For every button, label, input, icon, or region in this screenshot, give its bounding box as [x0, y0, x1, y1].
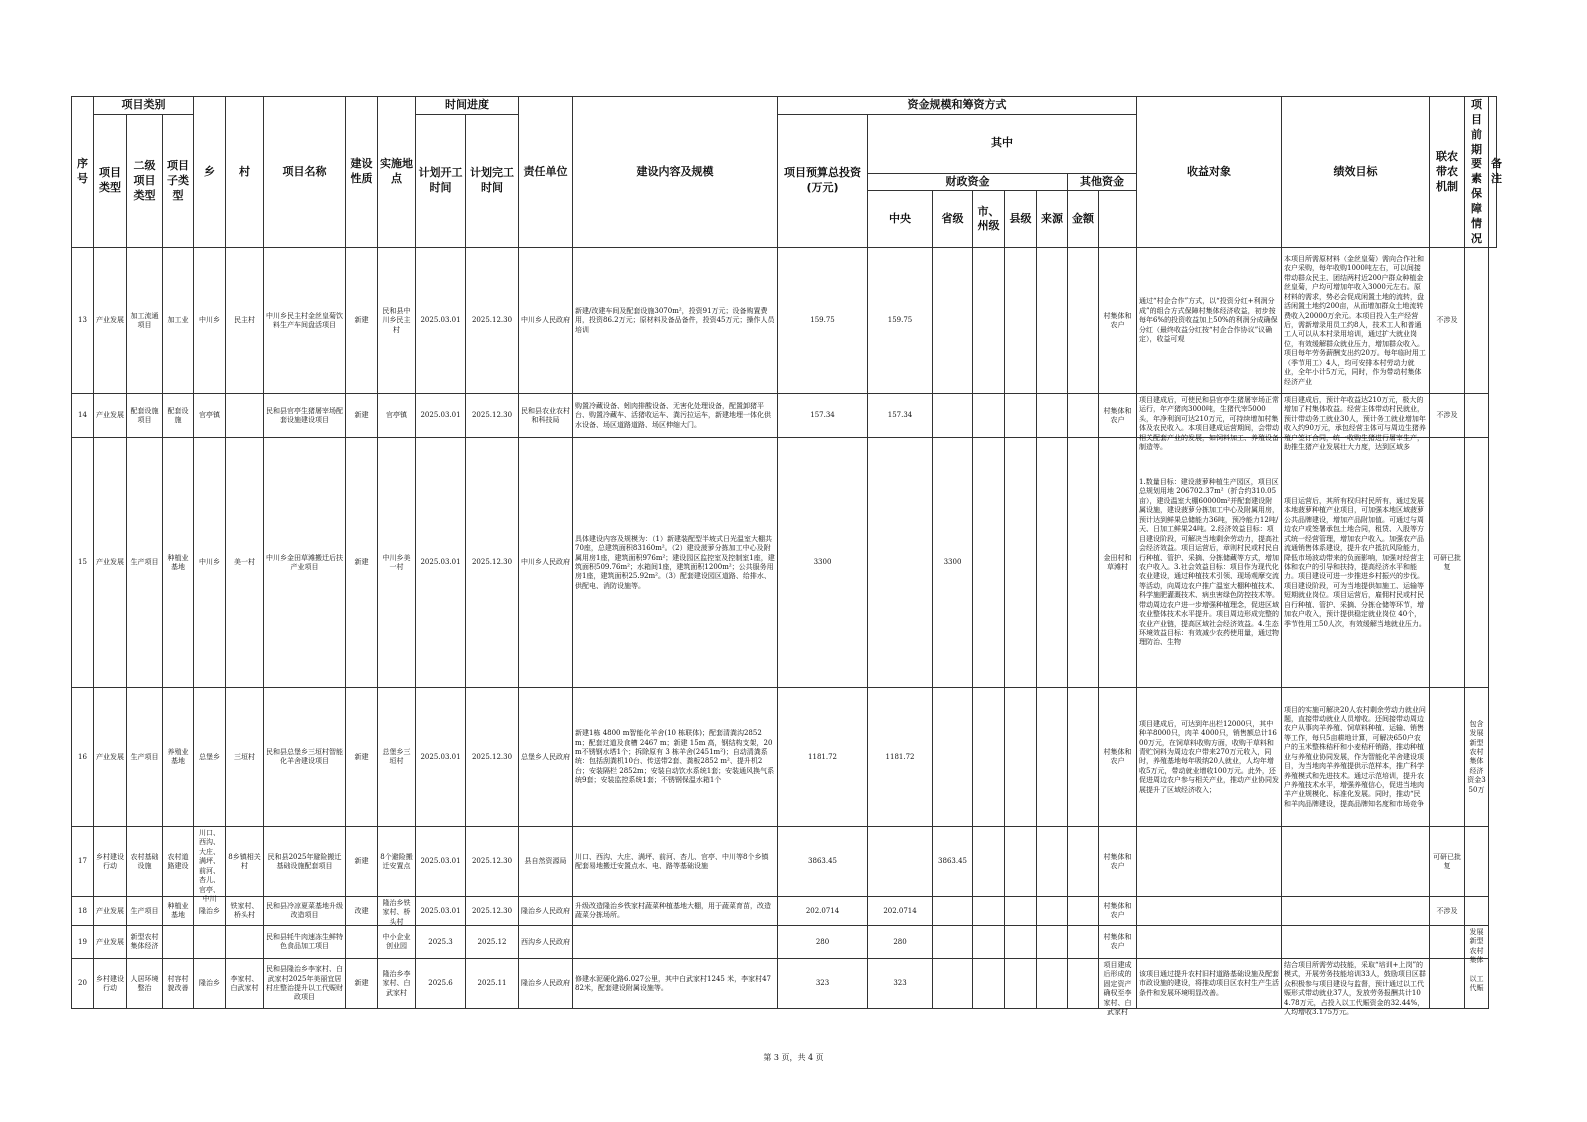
- cell-budget: 3300: [778, 438, 868, 688]
- cell-proj-type: 产业发展: [94, 926, 127, 959]
- cell-location: 民和县中川乡民主村: [378, 248, 416, 394]
- cell-county: [1005, 394, 1037, 438]
- cell-goals: [1137, 926, 1282, 959]
- cell-name: 民和县总堡乡三垣村智能化羊舍建设项目: [264, 688, 346, 827]
- cell-unit: 隆治乡人民政府: [519, 897, 573, 926]
- cell-content: 新建/改建车间及配套设施3070m²，投资91万元；设备购置费用，投资86.2万元；原材料及备品备件，投资45万元；操作人员培训: [573, 248, 778, 394]
- cell-proj-type: 产业发展: [94, 688, 127, 827]
- cell-level2: 配套设施项目: [127, 394, 163, 438]
- cell-township: [194, 926, 226, 959]
- cell-guarantee: [1430, 688, 1465, 827]
- cell-city: [973, 438, 1005, 688]
- cell-guarantee: [1430, 959, 1465, 1009]
- header-of-which: 其中: [868, 114, 1137, 173]
- cell-beneficiary: 村集体和农户: [1099, 248, 1137, 394]
- cell-start: 2025.03.01: [416, 897, 466, 926]
- cell-subtype: 种植业基地: [163, 438, 194, 688]
- cell-start: 2025.03.01: [416, 688, 466, 827]
- table-row: [72, 926, 1497, 959]
- cell-village: [226, 926, 264, 959]
- cell-content: 川口、西沟、大庄、满坪、前河、杏儿、官亭、中川等8个乡镇配套易地搬迁安置点水、电、路等基础设施: [573, 827, 778, 897]
- cell-village: 李家村、白武家村: [226, 959, 264, 1009]
- cell-goals: 项目建成后，可达到年出栏12000只，其中种羊8000只，肉羊 4000只，销售额总计1600万元，在饲草料收购方面，收购干草料和青贮饲料为周边农户带来270万元收入，同时，养殖基地每年吸纳20人就业，人均年增收5万元，带动就业增收100万元。此外，还促进周边农户参与相关产业，推动产业协同发展提升了区域经济收入；: [1137, 688, 1282, 827]
- cell-beneficiary: 金田村和草滩村: [1099, 438, 1137, 688]
- cell-linkage: [1282, 827, 1430, 897]
- cell-subtype: 种植业基地: [163, 897, 194, 926]
- header-start: 计划开工时间: [416, 114, 466, 248]
- cell-village: 美一村: [226, 438, 264, 688]
- cell-guarantee: 可研已批复: [1430, 438, 1465, 688]
- cell-province: [933, 959, 973, 1009]
- cell-village: 8乡镇相关村: [226, 827, 264, 897]
- cell-linkage: [1282, 897, 1430, 926]
- cell-seq: 19: [72, 926, 94, 959]
- cell-amount: [1068, 438, 1099, 688]
- cell-location: 中川乡美一村: [378, 438, 416, 688]
- cell-central: 159.75: [868, 248, 933, 394]
- header-level2: 二级项目类型: [127, 114, 163, 248]
- cell-seq: 17: [72, 827, 94, 897]
- cell-township: 隆治乡: [194, 959, 226, 1009]
- cell-beneficiary: 项目建成后形成的固定资产确权至李家村、白武家村: [1099, 959, 1137, 1009]
- cell-remarks: [1465, 438, 1489, 688]
- cell-township: 川口、西沟、大庄、满坪、前河、杏儿、官亭、中川: [194, 827, 226, 897]
- cell-goals: 项目建成后，可使民和县官亭生猪屠宰场正常运行，年产猪肉3000吨，生猪代宰5000头，年净利润可达210万元，可持续增加村集体及农民收入。本项目建成运营期间，会带动相关配套产业的发展，如饲料加工、养殖设备制造等。: [1137, 394, 1282, 438]
- cell-proj-type: 乡村建设行动: [94, 827, 127, 897]
- cell-remarks: 包含发展新型农村集体经济资金350万: [1465, 688, 1489, 827]
- cell-name: 民和县牦牛肉速冻生鲜特色食品加工项目: [264, 926, 346, 959]
- cell-province: [933, 248, 973, 394]
- cell-subtype: 农村道路建设: [163, 827, 194, 897]
- cell-central: 280: [868, 926, 933, 959]
- cell-township: 中川乡: [194, 248, 226, 394]
- cell-amount: [1068, 688, 1099, 827]
- cell-nature: 新建: [346, 248, 378, 394]
- cell-proj-type: 产业发展: [94, 897, 127, 926]
- cell-source: [1037, 688, 1068, 827]
- cell-guarantee: 不涉及: [1430, 248, 1465, 394]
- cell-nature: 新建: [346, 438, 378, 688]
- table-row: [72, 438, 1497, 688]
- cell-source: [1037, 438, 1068, 688]
- cell-village: [226, 394, 264, 438]
- cell-source: [1037, 926, 1068, 959]
- cell-province: 3863.45: [933, 827, 973, 897]
- header-end: 计划完工时间: [466, 114, 519, 248]
- cell-start: 2025.3: [416, 926, 466, 959]
- cell-remarks: [1465, 248, 1489, 394]
- cell-seq: 20: [72, 959, 94, 1009]
- cell-county: [1005, 926, 1037, 959]
- cell-content: 购置冷藏设备、蚓肉排酸设备、无害化处理设备，配置卸猪平台、购置冷藏车、活猪收运车、粪污拉运车，新建地埋一体化供水设备、场区道路道路、场区伸缩大门。: [573, 394, 778, 438]
- cell-name: 中川乡民主村金丝皇菊饮料生产车间盘活项目: [264, 248, 346, 394]
- cell-amount: [1068, 897, 1099, 926]
- cell-budget: 3863.45: [778, 827, 868, 897]
- header-name: 项目名称: [264, 97, 346, 248]
- header-other: 其他资金: [1068, 173, 1137, 191]
- cell-county: [1005, 438, 1037, 688]
- cell-unit: 总堡乡人民政府: [519, 688, 573, 827]
- cell-budget: 323: [778, 959, 868, 1009]
- cell-unit: 县自然资源局: [519, 827, 573, 897]
- header-funds-group: 资金规模和筹资方式: [778, 97, 1137, 115]
- cell-seq: 18: [72, 897, 94, 926]
- cell-location: 8个避险搬迁安置点: [378, 827, 416, 897]
- table-row: [72, 827, 1497, 897]
- cell-amount: [1068, 394, 1099, 438]
- cell-source: [1037, 394, 1068, 438]
- cell-central: 1181.72: [868, 688, 933, 827]
- cell-level2: 人居环境整治: [127, 959, 163, 1009]
- cell-name: 民和县隆治乡李家村、白武家村2025年美丽宜居村庄整治提升以工代赈财政项目: [264, 959, 346, 1009]
- cell-subtype: 村容村貌改善: [163, 959, 194, 1009]
- cell-remarks: [1465, 827, 1489, 897]
- cell-source: [1037, 959, 1068, 1009]
- cell-name: 民和县冷凉夏菜基地升级改造项目: [264, 897, 346, 926]
- cell-goals: [1137, 897, 1282, 926]
- cell-content: [573, 926, 778, 959]
- cell-province: [933, 394, 973, 438]
- cell-central: 323: [868, 959, 933, 1009]
- header-county: 县级: [1005, 191, 1037, 248]
- table-row: [72, 688, 1497, 827]
- header-township: 乡: [194, 97, 226, 248]
- cell-end: 2025.11: [466, 959, 519, 1009]
- cell-proj-type: 产业发展: [94, 438, 127, 688]
- cell-city: [973, 897, 1005, 926]
- cell-beneficiary: 村集体和农户: [1099, 394, 1137, 438]
- header-budget: 项目预算总投资(万元): [778, 114, 868, 248]
- header-category-group: 项目类别: [94, 97, 194, 115]
- table-header: [72, 97, 1503, 248]
- header-village: 村: [226, 97, 264, 248]
- cell-budget: 1181.72: [778, 688, 868, 827]
- cell-name: 民和县2025年避险搬迁基础设施配套项目: [264, 827, 346, 897]
- cell-remarks: [1465, 394, 1489, 438]
- cell-city: [973, 394, 1005, 438]
- cell-township: 总堡乡: [194, 688, 226, 827]
- cell-content: 具体建设内容及规模为：（1）新建装配型半坡式日光温室大棚共70座，总建筑面积83160m²。（2）建设菠萝分拣加工中心及附属用房1座，建筑面积976m²；建设园区监控室及控制室1座，建筑面积509.76m²；水箱间1座，建筑面积1200m²；公共服务用房1座，建筑面积25.92m²。（3）配套建设园区道路、给排水、供配电、消防设施等。: [573, 438, 778, 688]
- cell-linkage: 项目运营后，其所有权归村民所有，通过发展本地菠萝种植产业项目，可加强本地区域菠萝公共品牌建设，增加产品附加值。可通过与周边农户或签署承包土地合同，租赁、入股等方式统一经营管理，增加农户收入。加强农产品流通销售体系建设，提升农户抵抗风险能力，降低市场波动带来的负面影响，加强对经营主体和农户的引导和扶持，提高经济水平和能力。项目建设可进一步推进乡村振兴的步伐。项目建设阶段，可为当地提供如施工、运输等短期就业岗位。项目运营后，雇佣村民或村民自行种植、管护、采摘、分拣仓储等环节，增加农户收入，预计提供稳定就业岗位 40个，季节性用工50人次，有效缓解当地就业压力。: [1282, 438, 1430, 688]
- cell-budget: 280: [778, 926, 868, 959]
- cell-county: [1005, 248, 1037, 394]
- cell-start: 2025.03.01: [416, 438, 466, 688]
- cell-source: [1037, 827, 1068, 897]
- cell-remarks: 发展新型农村集体: [1465, 926, 1489, 959]
- cell-remarks: [1465, 897, 1489, 926]
- cell-budget: 157.34: [778, 394, 868, 438]
- cell-unit: 中川乡人民政府: [519, 438, 573, 688]
- cell-amount: [1068, 926, 1099, 959]
- cell-level2: 加工流通项目: [127, 248, 163, 394]
- header-seq: 序号: [72, 97, 94, 248]
- cell-seq: 13: [72, 248, 94, 394]
- header-subtype: 项目子类型: [163, 114, 194, 248]
- cell-province: [933, 897, 973, 926]
- cell-level2: 新型农村集体经济: [127, 926, 163, 959]
- cell-linkage: 结合项目所需劳动技能，采取“培训+上岗”的模式，开展劳务技能培训33人，鼓励项目区群众积极参与项目建设与监督，预计通过以工代赈形式带动就业37人，发放劳务报酬共计104.78万元，占投入以工代赈资金的32.44%，人均增收3.175万元。: [1282, 959, 1430, 1009]
- cell-location: 官亭镇: [378, 394, 416, 438]
- cell-guarantee: 可研已批复: [1430, 827, 1465, 897]
- cell-unit: 中川乡人民政府: [519, 248, 573, 394]
- cell-level2: 农村基础设施: [127, 827, 163, 897]
- cell-name: 中川乡金田草滩搬迁后扶产业项目: [264, 438, 346, 688]
- header-goals: 绩效目标: [1282, 97, 1430, 248]
- cell-budget: 202.0714: [778, 897, 868, 926]
- cell-guarantee: [1430, 926, 1465, 959]
- cell-content: 修建水泥硬化路6.027公里，其中白武家村1245 米，李家村4782米，配套建设附属设施等。: [573, 959, 778, 1009]
- cell-source: [1037, 248, 1068, 394]
- cell-county: [1005, 827, 1037, 897]
- cell-beneficiary: 村集体和农户: [1099, 827, 1137, 897]
- cell-end: 2025.12.30: [466, 827, 519, 897]
- cell-township: 隆治乡: [194, 897, 226, 926]
- project-table: [71, 96, 1503, 1017]
- cell-subtype: 配套设施: [163, 394, 194, 438]
- cell-amount: [1068, 827, 1099, 897]
- header-content: 建设内容及规模: [573, 97, 778, 248]
- cell-start: 2025.03.01: [416, 827, 466, 897]
- header-guarantee: 项目前期要素保障情况: [1465, 97, 1489, 248]
- header-province: 省级: [933, 191, 973, 248]
- cell-city: [973, 248, 1005, 394]
- cell-beneficiary: 村集体和农户: [1099, 688, 1137, 827]
- cell-nature: [346, 926, 378, 959]
- cell-goals: 该项目通过提升农村旧村道路基础设施及配套市政设施的建设，将推动项目区农村生产生活条件和发展环境明显改善。: [1137, 959, 1282, 1009]
- cell-end: 2025.12.30: [466, 688, 519, 827]
- cell-remarks: 以工代赈: [1465, 959, 1489, 1009]
- cell-subtype: 养殖业基地: [163, 688, 194, 827]
- cell-amount: [1068, 959, 1099, 1009]
- cell-source: [1037, 897, 1068, 926]
- cell-beneficiary: 村集体和农户: [1099, 897, 1137, 926]
- cell-location: 隆治乡铁家村、桥头村: [378, 897, 416, 926]
- header-unit: 责任单位: [519, 97, 573, 248]
- cell-nature: 改建: [346, 897, 378, 926]
- cell-province: [933, 926, 973, 959]
- header-fiscal: 财政资金: [868, 173, 1068, 191]
- header-nature: 建设性质: [346, 97, 378, 248]
- cell-end: 2025.12: [466, 926, 519, 959]
- cell-name: 民和县官亭生猪屠宰场配套设施建设项目: [264, 394, 346, 438]
- cell-end: 2025.12.30: [466, 438, 519, 688]
- cell-content: 升级改造隆治乡铁家村蔬菜种植基地大棚，用于蔬菜育苗，改造蔬菜分拣场所。: [573, 897, 778, 926]
- cell-village: 三垣村: [226, 688, 264, 827]
- cell-county: [1005, 897, 1037, 926]
- cell-unit: 西沟乡人民政府: [519, 926, 573, 959]
- cell-village: 铁家村、桥头村: [226, 897, 264, 926]
- header-proj-type: 项目类型: [94, 114, 127, 248]
- cell-township: 中川乡: [194, 438, 226, 688]
- cell-subtype: [163, 926, 194, 959]
- cell-location: 中小企业创业园: [378, 926, 416, 959]
- cell-linkage: 本项目所需原材料（金丝皇菊）需向合作社和农户采购，每年收购1000吨左右，可以间接带动群众民主、团结两村近200户群众种植金丝皇菊，户均可增加年收入3000元左右。原材料的需求，势必会促成闲置土地的流转，盘活闲置土地约200亩，从而增加群众土地流转费收入20000万余元。本项目投入生产经营后，需新增录用员工约8人，技术工人和普通工人可以从本村录用培训，通过扩大就业岗位，有效缓解群众就业压力，增加群众收入。项目每年劳务薪酬支出约20万。每年临时用工（季节用工）4人，均可安排本村劳动力就业，全年小计5万元，同时，作为带动村集体经济产业: [1282, 248, 1430, 394]
- cell-nature: 新建: [346, 688, 378, 827]
- cell-amount: [1068, 248, 1099, 394]
- cell-proj-type: 乡村建设行动: [94, 959, 127, 1009]
- cell-start: 2025.6: [416, 959, 466, 1009]
- cell-end: 2025.12.30: [466, 248, 519, 394]
- cell-goals: 通过“村企合作”方式，以“投资分红+利润分成”的组合方式保障村集体经济收益，初步按每年6%的投资收益加上50%的利润分成确保分红（最终收益分红按“村企合作协议”议确定），收益可观: [1137, 248, 1282, 394]
- header-time-group: 时间进度: [416, 97, 519, 115]
- cell-budget: 159.75: [778, 248, 868, 394]
- cell-city: [973, 688, 1005, 827]
- header-amount: 金额: [1068, 191, 1099, 248]
- cell-location: 隆治乡李家村、白武家村: [378, 959, 416, 1009]
- cell-end: 2025.12.30: [466, 394, 519, 438]
- cell-guarantee: 不涉及: [1430, 394, 1465, 438]
- cell-seq: 16: [72, 688, 94, 827]
- header-linkage: 联农带农机制: [1430, 97, 1465, 248]
- cell-linkage: 项目建成后，预计年收益达210万元，极大的增加了村集体收益。经营主体带动村民就业，预计带动务工就业30人，预计务工就业增加年收入约90万元，承包经营主体可与周边生猪养殖户签订合同，统一收购生猪进行屠宰生产，助推生猪产业发展壮大力度，达到区域多: [1282, 394, 1430, 438]
- cell-nature: 新建: [346, 959, 378, 1009]
- cell-nature: 新建: [346, 394, 378, 438]
- table-row: [72, 248, 1497, 394]
- cell-central: 202.0714: [868, 897, 933, 926]
- header-remarks: 备注: [1489, 97, 1497, 248]
- cell-township: 官亭镇: [194, 394, 226, 438]
- header-beneficiary: 收益对象: [1137, 97, 1282, 248]
- cell-location: 总堡乡三垣村: [378, 688, 416, 827]
- cell-county: [1005, 959, 1037, 1009]
- cell-province: 3300: [933, 438, 973, 688]
- page-footer: 第 3 页，共 4 页: [763, 1053, 824, 1062]
- cell-end: 2025.12.30: [466, 897, 519, 926]
- cell-city: [973, 827, 1005, 897]
- cell-proj-type: 产业发展: [94, 248, 127, 394]
- table-row: [72, 959, 1497, 1009]
- cell-unit: 民和县农业农村和科技局: [519, 394, 573, 438]
- cell-guarantee: 不涉及: [1430, 897, 1465, 926]
- cell-proj-type: 产业发展: [94, 394, 127, 438]
- cell-unit: 隆治乡人民政府: [519, 959, 573, 1009]
- cell-province: [933, 688, 973, 827]
- cell-goals: [1137, 827, 1282, 897]
- cell-goals: 1.数量目标：建设菠萝种植生产园区，项目区总规划用地 206702.37m²（折合约310.05亩），建设温室大棚60000m²并配套建设附属设施，建设菠萝分拣加工中心及附属用房，预计达到鲜果总储能力36吨，预冷能力12吨/天、日加工鲜果24吨。2.经济效益目标：项目建设阶段，可解决当地剩余劳动力，提高社会经济效益。项目运营后，章则村民或村民自行种植、管护、采摘、分拣储藏等方式，增加农户收入。3.社会效益目标：项目作为现代化农业建设，通过种植技术引领、现场观摩交流等活动，向周边农户推广温室大棚种植技术、科学施肥灌溉技术、病虫害绿色防控技术等。带动周边农户进一步增强种植理念，促进区域农业整体技术水平提升。项目周边形成完整的农业产业链，提高区域社会经济效益。4.生态环境效益目标：有效减少农药使用量，通过物理防治、生物: [1137, 438, 1282, 688]
- cell-village: 民主村: [226, 248, 264, 394]
- cell-central: [868, 827, 933, 897]
- cell-central: [868, 438, 933, 688]
- cell-content: 新建1栋 4800 m智能化羊舍(10 栋联体)；配套清粪沟2852 m；配套过道及食槽 2467 m；新建 15m 高，钢结构支架，20 m不锈钢水塔1个；拆除原有 3 栋羊舍(2451m²)；自动清粪系统：包括刮粪机10台、传送带2套、粪板2852 m²、提升机2台；安装隔栏 2852m；安装自动饮水系统1套；安装通风换气系统9套；安装监控系统1套；不锈钢保温水箱1个: [573, 688, 778, 827]
- table-row: [72, 394, 1497, 438]
- cell-start: 2025.03.01: [416, 248, 466, 394]
- header-central: 中央: [868, 191, 933, 248]
- cell-beneficiary: 村集体和农户: [1099, 926, 1137, 959]
- cell-city: [973, 926, 1005, 959]
- cell-seq: 14: [72, 394, 94, 438]
- cell-linkage: [1282, 926, 1430, 959]
- cell-start: 2025.03.01: [416, 394, 466, 438]
- cell-city: [973, 959, 1005, 1009]
- cell-nature: 新建: [346, 827, 378, 897]
- cell-linkage: 项目的实施可解决20人农村剩余劳动力就业问题，直接带动就业人员增收。还间接带动周边农户从事肉羊养殖、饲草料种植、运输、销售等工作，每只5亩耕地计算，可解决650户农户的玉米整株秸秆和小麦秸秆销路，推动种植业与养殖业协同发展，作为智能化羊舍建设项目，为当地肉羊养殖提供示范样本，推广科学养殖模式和先进技术。通过示范培训，提升农户养殖技术水平，增强养殖信心，促进当地肉羊产业规模化、标准化发展。同时，推动“民和羊肉品牌建设，提高品牌知名度和市场竞争: [1282, 688, 1430, 827]
- header-city: 市、州级: [973, 191, 1005, 248]
- cell-level2: 生产项目: [127, 688, 163, 827]
- table-body: [72, 248, 1497, 1017]
- cell-seq: 15: [72, 438, 94, 688]
- header-source: 来源: [1037, 191, 1068, 248]
- cell-level2: 生产项目: [127, 897, 163, 926]
- table-row: [72, 897, 1497, 926]
- cell-subtype: 加工业: [163, 248, 194, 394]
- header-location: 实施地点: [378, 97, 416, 248]
- cell-county: [1005, 688, 1037, 827]
- cell-level2: 生产项目: [127, 438, 163, 688]
- cell-central: 157.34: [868, 394, 933, 438]
